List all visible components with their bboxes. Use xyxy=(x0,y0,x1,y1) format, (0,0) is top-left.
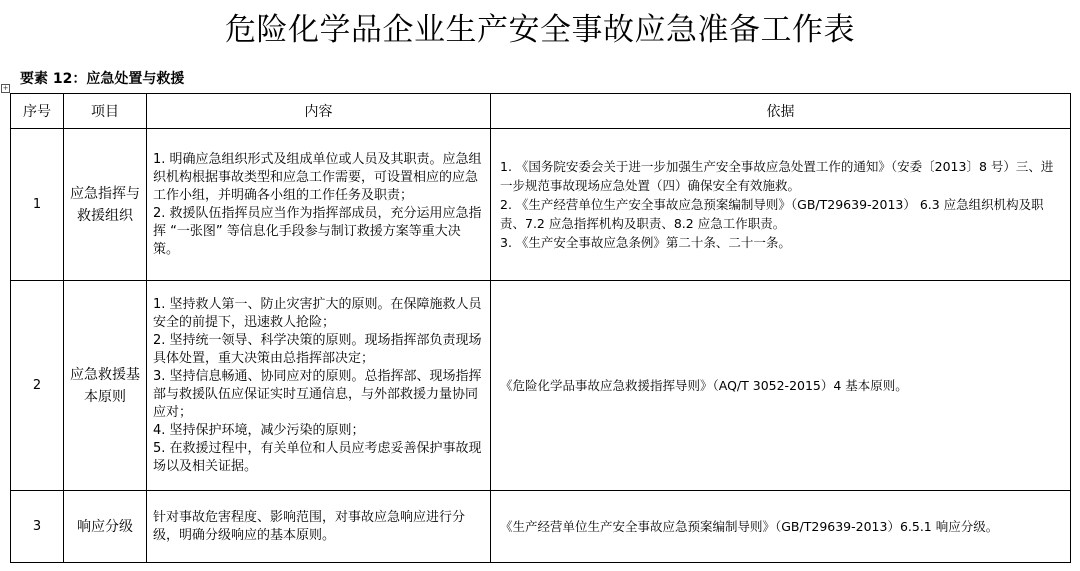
row-basis xyxy=(491,281,1071,491)
row-item: 响应分级 xyxy=(64,491,147,563)
content-line: 2. 救援队伍指挥员应当作为指挥部成员，充分运用应急指挥 “一张图” 等信息化手段参与制订救援方案等重大决策。 xyxy=(153,205,482,257)
table-header-row xyxy=(11,94,1071,129)
table-row xyxy=(11,491,1071,563)
content-line: 1. 坚持救人第一、防止灾害扩大的原则。在保障施救人员安全的前提下，迅速救人抢险； xyxy=(153,296,482,330)
row-content xyxy=(147,281,491,491)
table-anchor-icon[interactable]: + xyxy=(2,84,9,92)
content-line: 2. 坚持统一领导、科学决策的原则。现场指挥部负责现场具体处置，重大决策由总指挥部决定； xyxy=(153,332,482,366)
section-heading: 要素 12：应急处置与救援 xyxy=(20,71,185,87)
row-num: 2 xyxy=(11,281,64,491)
basis-line: 《危险化学品事故应急救援指挥导则》（AQ/T 3052-2015）4 基本原则。 xyxy=(500,378,908,393)
basis-line: 《生产经营单位生产安全事故应急预案编制导则》（GB/T29639-2013）6.5.1 响应分级。 xyxy=(500,519,999,534)
content-line: 3. 坚持信息畅通、协同应对的原则。总指挥部、现场指挥部与救援队伍应保证实时互通信息，与外部救援力量协同应对； xyxy=(153,368,482,420)
basis-line: 3. 《生产安全事故应急条例》第二十条、二十一条。 xyxy=(500,235,791,250)
content-line: 针对事故危害程度、影响范围，对事故应急响应进行分级，明确分级响应的基本原则。 xyxy=(153,509,466,543)
work-table xyxy=(10,93,1071,563)
table-row xyxy=(11,129,1071,281)
row-basis xyxy=(491,129,1071,281)
row-content xyxy=(147,129,491,281)
row-item: 应急救援基本原则 xyxy=(64,281,147,491)
row-num: 1 xyxy=(11,129,64,281)
page-title: 危险化学品企业生产安全事故应急准备工作表 xyxy=(225,12,855,48)
row-num: 3 xyxy=(11,491,64,563)
content-line: 5. 在救援过程中，有关单位和人员应考虑妥善保护事故现场以及相关证据。 xyxy=(153,440,482,474)
basis-line: 2. 《生产经营单位生产安全事故应急预案编制导则》（GB/T29639-2013） 6.3 应急组织机构及职责、7.2 应急指挥机构及职责、8.2 应急工作职责。 xyxy=(500,197,1044,231)
content-line: 1. 明确应急组织形式及组成单位或人员及其职责。应急组织机构根据事故类型和应急工作需要，可设置相应的应急工作小组，并明确各小组的工作任务及职责； xyxy=(153,151,482,203)
row-item: 应急指挥与救援组织 xyxy=(64,129,147,281)
row-basis xyxy=(491,491,1071,563)
content-line: 4. 坚持保护环境，减少污染的原则； xyxy=(153,422,365,438)
table-row xyxy=(11,281,1071,491)
header-num: 序号 xyxy=(11,94,64,129)
basis-line: 1. 《国务院安委会关于进一步加强生产安全事故应急处置工作的通知》（安委〔2013〕8 号）三、进一步规范事故现场应急处置（四）确保安全有效施救。 xyxy=(500,159,1054,193)
row-content xyxy=(147,491,491,563)
header-item: 项目 xyxy=(64,94,147,129)
header-content: 内容 xyxy=(147,94,491,129)
header-basis: 依据 xyxy=(491,94,1071,129)
